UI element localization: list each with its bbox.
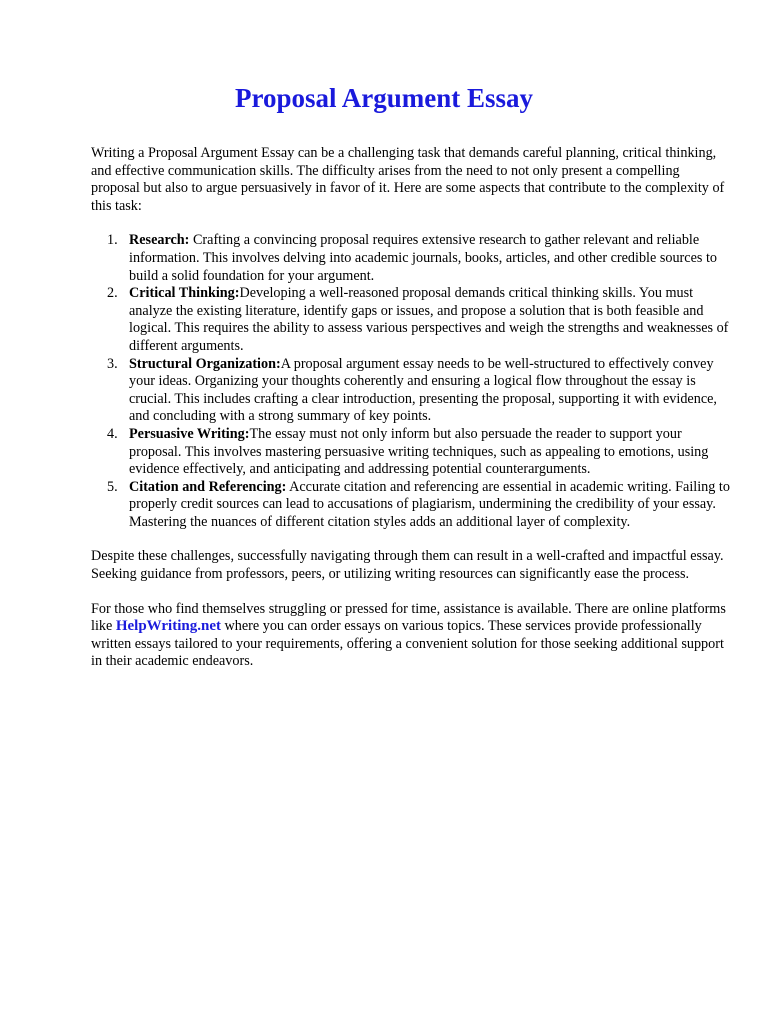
helpwriting-link[interactable]: HelpWriting.net bbox=[115, 618, 221, 635]
list-item-number: 2. bbox=[107, 285, 118, 302]
closing-paragraph: Despite these challenges, successfully navigating through them can result in a well-crafted and impactful essay. Seeking guidance from professors, peers, or utilizing writing resources can significantly ease the process. bbox=[91, 548, 724, 583]
list-item bbox=[107, 478, 731, 532]
final-paragraph bbox=[91, 601, 731, 671]
list-item bbox=[107, 425, 731, 479]
list-item-text: A proposal argument essay needs to be well-structured to effectively convey your ideas. Organizing your thoughts coherently and ensuring a logical flow throughout the essay is crucial. This includes crafting a clear introduction, presenting the proposal, supporting it with evidence, and concluding with a strong summary of key points. bbox=[129, 355, 717, 425]
document-body bbox=[91, 145, 731, 671]
list-item-term: Persuasive Writing: bbox=[129, 425, 250, 442]
list-item-number: 4. bbox=[107, 425, 118, 442]
list-item-number: 1. bbox=[107, 232, 118, 249]
list-item-text: The essay must not only inform but also persuade the reader to support your proposal. This involves mastering persuasive writing techniques, such as appealing to emotions, using evidence effectively, and anticipating and addressing potential counterarguments. bbox=[129, 425, 709, 478]
list-item-term: Structural Organization: bbox=[129, 355, 281, 372]
list-item-text: Developing a well-reasoned proposal demands critical thinking skills. You must analyze the existing literature, identify gaps or issues, and propose a solution that is both feasible and logical. This requires the ability to assess various perspectives and weigh the strengths and weaknesses of different arguments. bbox=[129, 285, 729, 354]
final-text-after: where you can order essays on various topics. These services provide professionally written essays tailored to your requirements, offering a convenient solution for those seeking additional support in their academic endeavors. bbox=[91, 618, 724, 670]
list-item bbox=[107, 232, 731, 285]
list-item-term: Critical Thinking: bbox=[129, 285, 240, 302]
list-item-text: Accurate citation and referencing are essential in academic writing. Failing to properly credit sources can lead to accusations of plagiarism, undermining the credibility of your essay. Mastering the nuances of different citation styles adds an additional layer of complexity. bbox=[129, 478, 730, 530]
list-item bbox=[107, 285, 731, 355]
list-item-number: 5. bbox=[107, 478, 118, 495]
aspects-list bbox=[91, 232, 731, 531]
final-text-before: For those who find themselves struggling or pressed for time, assistance is available. There are online platforms like bbox=[91, 600, 726, 635]
intro-paragraph: Writing a Proposal Argument Essay can be a challenging task that demands careful planning, critical thinking, and effective communication skills. The difficulty arises from the need to not only present a compelling proposal but also to argue persuasively in favor of it. Here are some aspects that contribute to the complexity of this task: bbox=[91, 145, 725, 214]
document-title: Proposal Argument Essay bbox=[234, 83, 534, 113]
list-item-number: 3. bbox=[107, 355, 118, 372]
list-item bbox=[107, 355, 731, 426]
list-item-term: Research: bbox=[129, 232, 190, 249]
list-item-text: Crafting a convincing proposal requires extensive research to gather relevant and reliable information. This involves delving into academic journals, books, articles, and other credible sources to build a solid foundation for your argument. bbox=[129, 232, 717, 284]
list-item-term: Citation and Referencing: bbox=[129, 478, 287, 495]
